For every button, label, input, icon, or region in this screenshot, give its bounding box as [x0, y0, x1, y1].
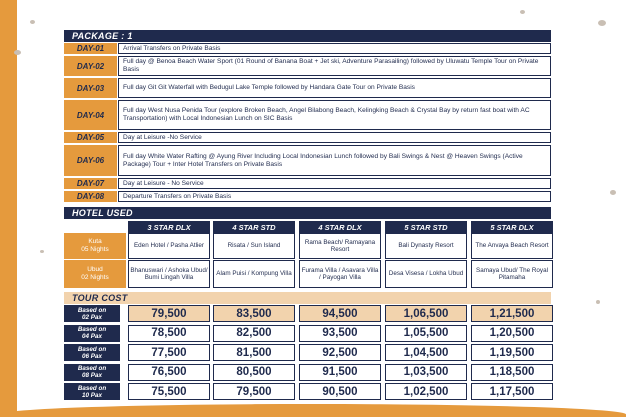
hotel-title: HOTEL USED — [72, 208, 133, 218]
day-description — [118, 132, 551, 143]
price-cell — [213, 364, 295, 381]
hotel-cell-text: Risata / Sun Island — [227, 242, 281, 250]
pax-label-text: 10 Pax — [82, 391, 102, 399]
price-cell-text: 79,500 — [151, 307, 187, 320]
pax-label-text: Based on — [77, 384, 107, 392]
day-label-text: DAY-04 — [76, 110, 105, 120]
price-cell-text: 1,20,500 — [489, 327, 535, 339]
hotel-cell — [128, 233, 210, 259]
price-cell — [213, 325, 295, 342]
day-description — [118, 100, 551, 130]
price-cell — [299, 364, 381, 381]
decor-blot — [520, 10, 525, 14]
price-cell — [385, 364, 467, 381]
price-cell-text: 77,500 — [151, 346, 187, 359]
hotel-cell — [385, 233, 467, 259]
price-cell-text: 1,06,500 — [403, 307, 449, 320]
price-cell-text: 1,18,500 — [489, 366, 535, 378]
hotel-row-label — [64, 233, 126, 259]
price-cell — [299, 305, 381, 322]
day-label-text: DAY-08 — [76, 192, 105, 201]
price-cell-text: 78,500 — [151, 327, 187, 339]
day-description-text: Day at Leisure - No Service — [123, 179, 204, 187]
hotel-cell — [213, 233, 295, 259]
day-description — [118, 78, 551, 98]
price-cell — [213, 344, 295, 361]
day-label-text: DAY-02 — [76, 61, 105, 71]
hotel-column-header — [128, 221, 210, 233]
price-cell-text: 1,02,500 — [403, 385, 449, 398]
price-cell-text: 81,500 — [236, 346, 272, 359]
hotel-cell-text: Alam Puisi / Kompung Villa — [216, 270, 292, 278]
hotel-cell-text: Bhanuswari / Ashoka Ubud/ Bumi Lingah Villa — [130, 266, 208, 281]
hotel-column-header — [213, 221, 295, 233]
hotel-row-label-text: Kuta — [88, 238, 102, 245]
hotel-column-header — [385, 221, 467, 233]
hotel-column-header-text: 5 STAR STD — [404, 222, 448, 232]
hotel-cell-text: Furama Villa / Asavara Villa / Payogan Villa — [301, 266, 379, 281]
decor-blot — [30, 20, 35, 24]
price-cell — [128, 325, 210, 342]
day-label — [64, 132, 117, 143]
day-label-text: DAY-03 — [76, 83, 105, 93]
hotel-column-header-text: 4 STAR DLX — [318, 222, 362, 232]
hotel-cell — [471, 260, 553, 288]
hotel-cell — [128, 260, 210, 288]
day-label-text: DAY-07 — [76, 179, 105, 188]
day-description-text: Day at Leisure -No Service — [123, 133, 202, 141]
pax-label — [64, 325, 120, 342]
bottom-orange-wave — [0, 404, 626, 417]
hotel-column-header — [471, 221, 553, 233]
price-cell-text: 1,21,500 — [489, 307, 535, 320]
day-label — [64, 56, 117, 76]
decor-blot — [14, 50, 21, 55]
day-description-text: Full day White Water Rafting @ Ayung River Including Local Indonesian Lunch followed by Bali Swings & Nest @ Heaven Swings (Active Package) Tour + Inter Hotel Transfers on Private Basis — [123, 152, 523, 168]
day-description-text: Full day West Nusa Penida Tour (explore Broken Beach, Angel Bilabong Beach, Kelingking Beach & Crystal Bay by return fast boat with AC Transportation) with Local Indonesian Lunch on SIC Basis — [123, 107, 530, 122]
price-cell — [385, 344, 467, 361]
day-label — [64, 78, 117, 98]
pax-label — [64, 364, 120, 381]
price-cell — [213, 383, 295, 400]
hotel-cell — [213, 260, 295, 288]
price-cell — [299, 325, 381, 342]
decor-blot — [598, 20, 606, 26]
hotel-row-label-text: 02 Nights — [81, 274, 109, 281]
price-cell — [128, 383, 210, 400]
hotel-cell-text: Rama Beach/ Ramayana Resort — [304, 238, 376, 253]
price-cell — [213, 305, 295, 322]
hotel-column-header-text: 3 STAR DLX — [147, 222, 191, 232]
day-description — [118, 191, 551, 202]
price-cell — [471, 305, 553, 322]
pax-label-text: Based on — [77, 326, 107, 333]
price-cell-text: 83,500 — [236, 307, 272, 320]
day-label — [64, 43, 117, 54]
hotel-cell — [299, 260, 381, 288]
left-orange-bar — [0, 0, 17, 417]
day-description-text: Full day @ Benoa Beach Water Sport (01 Round of Banana Boat + Jet ski, Adventure Parasailing) followed by Uluwatu Temple Tour on Private Basis — [123, 58, 539, 73]
hotel-column-header-text: 5 STAR DLX — [490, 222, 534, 232]
price-cell — [471, 344, 553, 361]
pax-label-text: Based on — [77, 365, 107, 372]
price-cell-text: 82,500 — [236, 327, 272, 339]
pax-label-text: 04 Pax — [82, 333, 102, 340]
hotel-cell — [385, 260, 467, 288]
price-cell-text: 1,03,500 — [403, 366, 449, 378]
day-description — [118, 145, 551, 176]
day-label — [64, 100, 117, 130]
price-cell — [128, 364, 210, 381]
price-cell-text: 1,19,500 — [489, 346, 535, 359]
day-label-text: DAY-01 — [76, 44, 105, 53]
pax-label-text: 08 Pax — [82, 372, 102, 379]
pax-label — [64, 305, 120, 322]
day-label-text: DAY-06 — [76, 156, 105, 165]
package-header — [64, 30, 551, 42]
hotel-cell-text: Eden Hotel / Pasha Atlier — [133, 242, 204, 250]
price-cell-text: 1,05,500 — [403, 327, 449, 339]
pax-label-text: Based on — [77, 345, 107, 353]
tour-cost-header — [64, 292, 551, 304]
hotel-cell-text: Desa Visesa / Lokha Ubud — [388, 270, 464, 278]
day-description — [118, 178, 551, 189]
decor-blot — [40, 250, 44, 253]
price-cell-text: 92,500 — [322, 346, 358, 359]
price-cell — [385, 383, 467, 400]
hotel-column-header-text: 4 STAR STD — [232, 222, 276, 232]
pax-label — [64, 383, 120, 400]
hotel-cell-text: Bali Dynasty Resort — [398, 242, 454, 250]
hotel-cell — [471, 233, 553, 259]
price-cell — [299, 344, 381, 361]
price-cell-text: 94,500 — [322, 307, 358, 320]
price-cell-text: 1,17,500 — [489, 385, 535, 398]
day-description-text: Departure Transfers on Private Basis — [123, 192, 232, 200]
price-cell — [385, 325, 467, 342]
price-cell-text: 79,500 — [236, 385, 272, 398]
price-cell — [471, 383, 553, 400]
day-description-text: Full day Git Git Waterfall with Bedugul Lake Temple followed by Handara Gate Tour on Private Basis — [123, 84, 415, 91]
day-label — [64, 178, 117, 189]
price-cell-text: 91,500 — [322, 366, 358, 378]
hotel-column-header — [299, 221, 381, 233]
price-cell — [128, 344, 210, 361]
hotel-header — [64, 207, 551, 219]
price-cell — [471, 364, 553, 381]
price-cell — [385, 305, 467, 322]
tour-cost-title: TOUR COST — [72, 293, 128, 303]
hotel-cell-text: The Anvaya Beach Resort — [475, 242, 549, 250]
pax-label-text: 06 Pax — [82, 352, 102, 360]
price-cell-text: 76,500 — [151, 366, 187, 378]
day-label-text: DAY-05 — [76, 133, 105, 142]
price-cell — [471, 325, 553, 342]
day-label — [64, 145, 117, 176]
price-cell-text: 90,500 — [322, 385, 358, 398]
price-cell — [128, 305, 210, 322]
hotel-cell — [299, 233, 381, 259]
decor-blot — [610, 190, 616, 195]
day-label — [64, 191, 117, 202]
price-cell-text: 1,04,500 — [403, 346, 449, 359]
day-description — [118, 43, 551, 54]
package-title: PACKAGE : 1 — [72, 31, 133, 41]
hotel-row-label-text: 05 Nights — [81, 246, 109, 253]
pax-label — [64, 344, 120, 361]
day-description-text: Arrival Transfers on Private Basis — [123, 44, 221, 52]
hotel-row-label — [64, 260, 126, 288]
pax-label-text: 02 Pax — [82, 313, 102, 321]
price-cell-text: 75,500 — [151, 385, 187, 398]
price-cell — [299, 383, 381, 400]
hotel-cell-text: Samaya Ubud/ The Royal Pitamaha — [476, 266, 548, 281]
day-description — [118, 56, 551, 76]
decor-blot — [596, 300, 600, 304]
price-cell-text: 80,500 — [236, 366, 272, 378]
hotel-row-label-text: Ubud — [87, 266, 103, 273]
price-cell-text: 93,500 — [322, 327, 358, 339]
pax-label-text: Based on — [77, 306, 107, 314]
